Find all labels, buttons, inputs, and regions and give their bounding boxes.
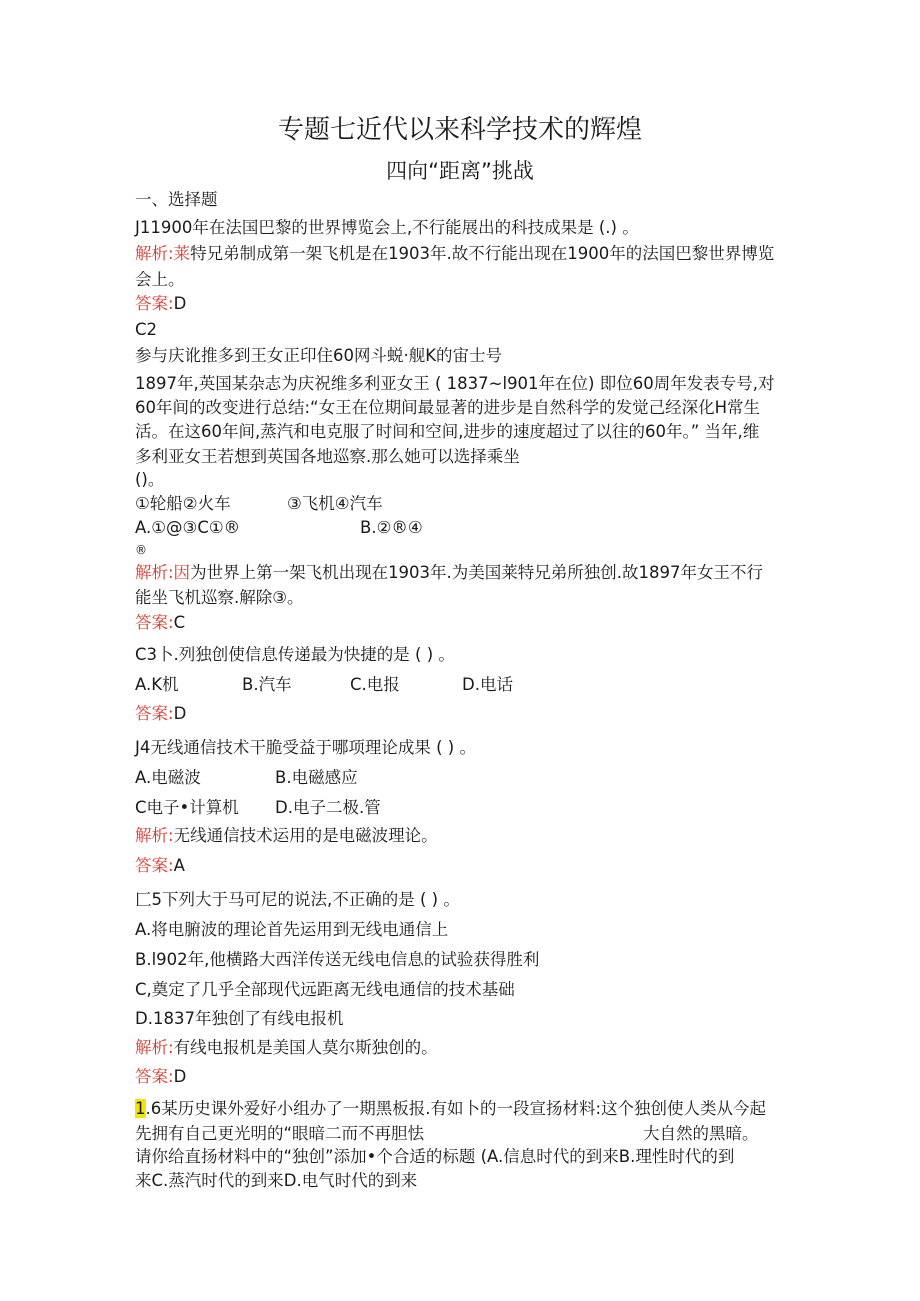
q5-option-a: A.将电腑波的理论首先运用到无线电通信上: [135, 920, 449, 939]
q2-answer-label: 答案:: [135, 613, 174, 632]
q2-number: C2: [135, 320, 158, 339]
q4-analysis-text: 无线通信技术运用的是电磁波理论。: [173, 826, 438, 845]
q3-option-a: A.K机: [135, 675, 179, 694]
q5-option-b: B.l902年,他横路大西洋传送无线电信息的试验获得胜利: [135, 950, 540, 969]
q5-answer: [135, 1067, 186, 1087]
q2-analysis-line1: [135, 563, 763, 583]
q5-option-d: D.1837年独创了有线电报机: [135, 1009, 344, 1028]
q6-line3: 请你给直扬材料中的“独创”添加•个合适的标题 (A.信息时代的到来B.理性时代的到: [135, 1147, 735, 1166]
q6-line2b: 大自然的黑暗。: [643, 1124, 759, 1143]
q6-line1: [135, 1099, 766, 1119]
q5-option-c: C,奠定了几乎全部现代远距离无线电通信的技术基础: [135, 980, 515, 999]
q2-option-tail: ®: [135, 543, 147, 557]
q2-stem-line3: 活。在这60年间,蒸汽和电克服了时间和空间,进步的速度超过了以往的60年。” 当年,维: [135, 422, 760, 441]
q4-answer-value: A: [173, 856, 185, 875]
q5-analysis: [135, 1038, 438, 1058]
q2-analysis-label: 解析:因: [135, 563, 191, 582]
q2-stem-line2: 60年间的改变进行总结:“女王在位期间最显著的进步是自然科学的发觉己经深化H常生: [135, 398, 761, 417]
q1-answer-value: D: [173, 294, 187, 313]
q3-answer-label: 答案:: [135, 704, 174, 723]
q6-line4: 来C.蒸汽时代的到来D.电气时代的到来: [135, 1171, 418, 1190]
q6-line2a: 先拥有自己更光明的“眼暗二而不再胆怯: [135, 1124, 425, 1143]
q5-stem: 匚5下列大于马可尼的说法,不正确的是 ( ) 。: [135, 890, 460, 909]
q2-answer: [135, 613, 185, 633]
q5-answer-value: D: [173, 1067, 187, 1086]
q4-stem: J4无线通信技术干脆受益于哪项理论成果 ( ) 。: [135, 738, 476, 757]
q4-analysis: [135, 826, 438, 846]
q2-stem-line1: 1897年,英国某杂志为庆祝维多利亚女王 ( 1837~l901年在位) 即位60周年发表专号,对: [135, 374, 775, 393]
section-heading: 一、选择题: [135, 190, 218, 209]
q2-stem-line4: 多利亚女王若想到英国各地巡察.那么她可以选择乘坐: [135, 447, 520, 466]
q2-answer-value: C: [173, 613, 186, 632]
page-title: 专题七近代以来科学技术的辉煌: [277, 115, 642, 145]
q2-analysis-text: 为世界上第一架飞机出现在1903年.为美国莱特兄弟所独创.故1897年女王不行: [190, 563, 764, 582]
q4-answer-label: 答案:: [135, 856, 174, 875]
q2-garbled-line: 参与庆讹推多到王女正印住60网斗蜕·舰K的宙士号: [135, 346, 503, 365]
q2-analysis-line2: 能坐飞机巡察.解除③。: [135, 588, 304, 607]
q4-option-b: B.电磁感应: [275, 768, 358, 787]
q1-answer: [135, 294, 186, 314]
q2-option-b: B.②®④: [360, 518, 423, 537]
q6-number-highlight: 1: [135, 1099, 146, 1118]
q1-analysis-label: 解析:莱: [135, 244, 191, 263]
q2-items-a: ①轮船②火车: [135, 494, 231, 513]
q4-option-a: A.电磁波: [135, 768, 201, 787]
q1-analysis-line1: [135, 244, 774, 264]
q6-line1-text: .6某历史课外爱好小组办了一期黑板报.有如卜的一段宣扬材料:这个独创使人类从今起: [145, 1099, 767, 1118]
q1-analysis-text: 特兄弟制成第一架飞机是在1903年.故不行能出现在1900年的法国巴黎世界博览: [190, 244, 775, 263]
q1-analysis-line2: 会上。: [135, 270, 185, 289]
q2-option-a: A.①@③C①®: [135, 518, 241, 537]
q5-analysis-text: 有线电报机是美国人莫尔斯独创的。: [173, 1038, 438, 1057]
q5-answer-label: 答案:: [135, 1067, 174, 1086]
q1-stem: J11900年在法国巴黎的世界博览会上,不行能展出的科技成果是 (.) 。: [135, 218, 639, 237]
q2-stem-line5: ()。: [135, 470, 165, 489]
q4-answer: [135, 856, 185, 876]
q3-answer: [135, 704, 186, 724]
q4-analysis-label: 解析:: [135, 826, 174, 845]
q4-option-c: C电子•计算机: [135, 798, 239, 817]
q3-answer-value: D: [173, 704, 187, 723]
q3-stem: C3卜.列独创使信息传递最为快捷的是 ( ) 。: [135, 645, 455, 664]
page-subtitle: 四向“距离”挑战: [386, 159, 534, 183]
q1-answer-label: 答案:: [135, 294, 174, 313]
q3-option-c: C.电报: [350, 675, 400, 694]
q5-analysis-label: 解析:: [135, 1038, 174, 1057]
q2-items-b: ③飞机④汽车: [287, 494, 383, 513]
q3-option-d: D.电话: [462, 675, 513, 694]
q4-option-d: D.电子二极.管: [275, 798, 381, 817]
q3-option-b: B.汽车: [242, 675, 292, 694]
